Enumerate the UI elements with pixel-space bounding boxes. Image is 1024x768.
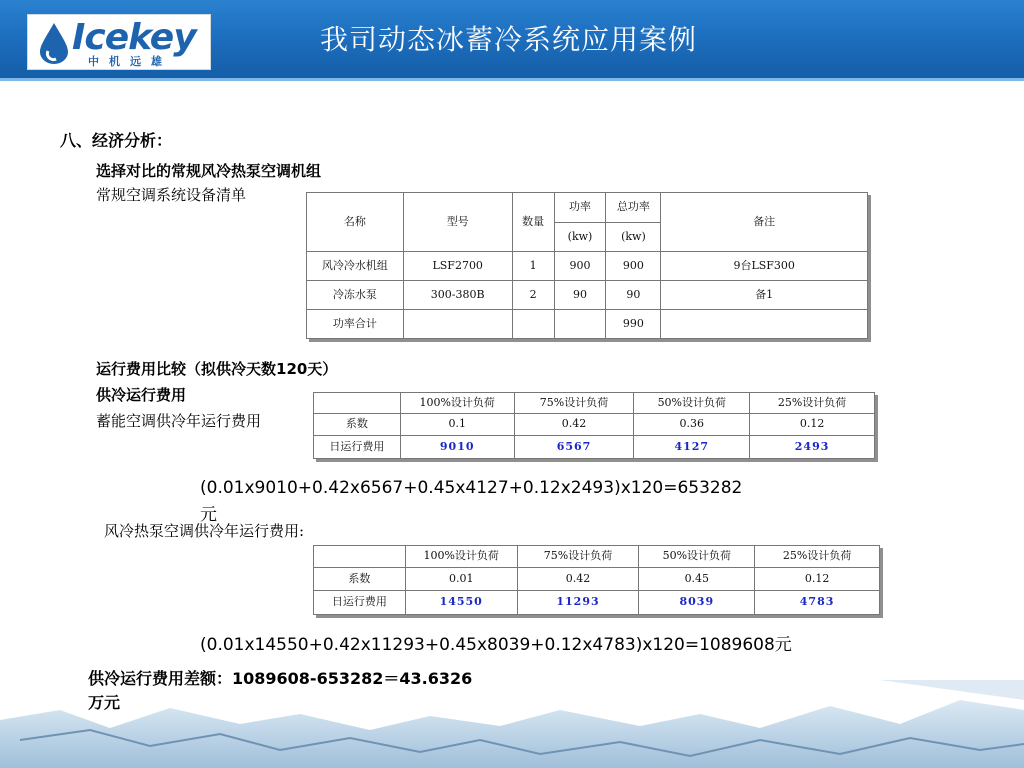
company-logo [27, 14, 211, 70]
col-header-total-power: 总功率 [606, 193, 661, 223]
table-cell: 0.42 [514, 414, 634, 436]
table-row [307, 310, 868, 339]
ice-decoration [0, 680, 1024, 768]
cell-model: LSF2700 [403, 252, 512, 281]
row-label-coefficient: 系数 [314, 568, 406, 591]
table-cell: 9010 [400, 436, 514, 459]
table-cell: 0.12 [755, 568, 880, 591]
table-cell: 0.36 [634, 414, 750, 436]
table-cell: 4127 [634, 436, 750, 459]
table-row [314, 436, 875, 459]
cell-power [554, 310, 606, 339]
col-header-total-power-unit: (kw) [606, 223, 661, 252]
col-header-qty: 数量 [512, 193, 554, 252]
table-cell: 8039 [639, 591, 755, 615]
col-header-power-unit: (kw) [554, 223, 606, 252]
table-cell: 0.1 [400, 414, 514, 436]
cell-name: 功率合计 [307, 310, 404, 339]
table-cell: 11293 [517, 591, 639, 615]
table-cell: 0.12 [750, 414, 875, 436]
col-header-load-50: 50%设计负荷 [634, 393, 750, 414]
logo-subtitle: 中机远雄 [88, 55, 172, 68]
table-row [314, 591, 880, 615]
col-header-load-25: 25%设计负荷 [750, 393, 875, 414]
table-cell: 0.42 [517, 568, 639, 591]
cell-name: 冷冻水泵 [307, 281, 404, 310]
section-heading: 八、经济分析： [60, 131, 173, 150]
col-header-model: 型号 [403, 193, 512, 252]
col-header-load-75: 75%设计负荷 [514, 393, 634, 414]
heatpump-cost-formula: (0.01x14550+0.42x11293+0.45x8039+0.12x4783)x120=1089608元 [200, 635, 792, 655]
cost-difference: 供冷运行费用差额：1089608-653282＝43.6326 [88, 669, 473, 688]
col-header-load-100: 100%设计负荷 [400, 393, 514, 414]
col-header-power: 功率 [554, 193, 606, 223]
col-header-load-50: 50%设计负荷 [639, 546, 755, 568]
storage-cost-table [313, 392, 875, 459]
row-label-daily-cost: 日运行费用 [314, 436, 401, 459]
table-cell: 14550 [405, 591, 517, 615]
section-subheading: 选择对比的常规风冷热泵空调机组 [96, 162, 322, 180]
table-row [314, 414, 875, 436]
row-label-daily-cost: 日运行费用 [314, 591, 406, 615]
col-header-remark: 备注 [661, 193, 868, 252]
col-header-load-25: 25%设计负荷 [755, 546, 880, 568]
heatpump-cost-table [313, 545, 880, 615]
equipment-table [306, 192, 868, 339]
cell-remark: 备1 [661, 281, 868, 310]
cost-compare-title: 运行费用比较（拟供冷天数120天） [96, 360, 338, 378]
cell-power: 900 [554, 252, 606, 281]
cell-total: 900 [606, 252, 661, 281]
row-label-coefficient: 系数 [314, 414, 401, 436]
table-row [307, 281, 868, 310]
cell-model: 300-380B [403, 281, 512, 310]
heatpump-cost-label: 风冷热泵空调供冷年运行费用: [104, 522, 305, 540]
ice-drop-icon [34, 21, 74, 65]
table-cell: 6567 [514, 436, 634, 459]
storage-cost-formula: (0.01x9010+0.42x6567+0.45x4127+0.12x2493)x120=653282 [200, 478, 743, 498]
cell-power: 90 [554, 281, 606, 310]
table-cell: 2493 [750, 436, 875, 459]
logo-wordmark: Icekey [72, 17, 196, 58]
cost-difference-unit: 万元 [88, 693, 121, 712]
table-cell: 0.45 [639, 568, 755, 591]
cell-remark: 9台LSF300 [661, 252, 868, 281]
col-header-blank [314, 546, 406, 568]
cell-qty: 1 [512, 252, 554, 281]
col-header-load-100: 100%设计负荷 [405, 546, 517, 568]
cost-compare-subtitle: 供冷运行费用 [96, 386, 187, 404]
table-cell: 0.01 [405, 568, 517, 591]
storage-cost-formula-unit: 元 [200, 505, 217, 525]
page-title: 我司动态冰蓄冷系统应用案例 [320, 23, 698, 56]
cell-qty [512, 310, 554, 339]
table-row [314, 568, 880, 591]
cell-total: 90 [606, 281, 661, 310]
table-cell: 4783 [755, 591, 880, 615]
storage-cost-label: 蓄能空调供冷年运行费用 [96, 412, 262, 430]
header-divider [0, 78, 1024, 81]
cell-total: 990 [606, 310, 661, 339]
col-header-name: 名称 [307, 193, 404, 252]
col-header-load-75: 75%设计负荷 [517, 546, 639, 568]
cell-remark [661, 310, 868, 339]
cell-model [403, 310, 512, 339]
col-header-blank [314, 393, 401, 414]
equipment-list-label: 常规空调系统设备清单 [96, 186, 247, 204]
cell-qty: 2 [512, 281, 554, 310]
cell-name: 风冷冷水机组 [307, 252, 404, 281]
table-row [307, 252, 868, 281]
